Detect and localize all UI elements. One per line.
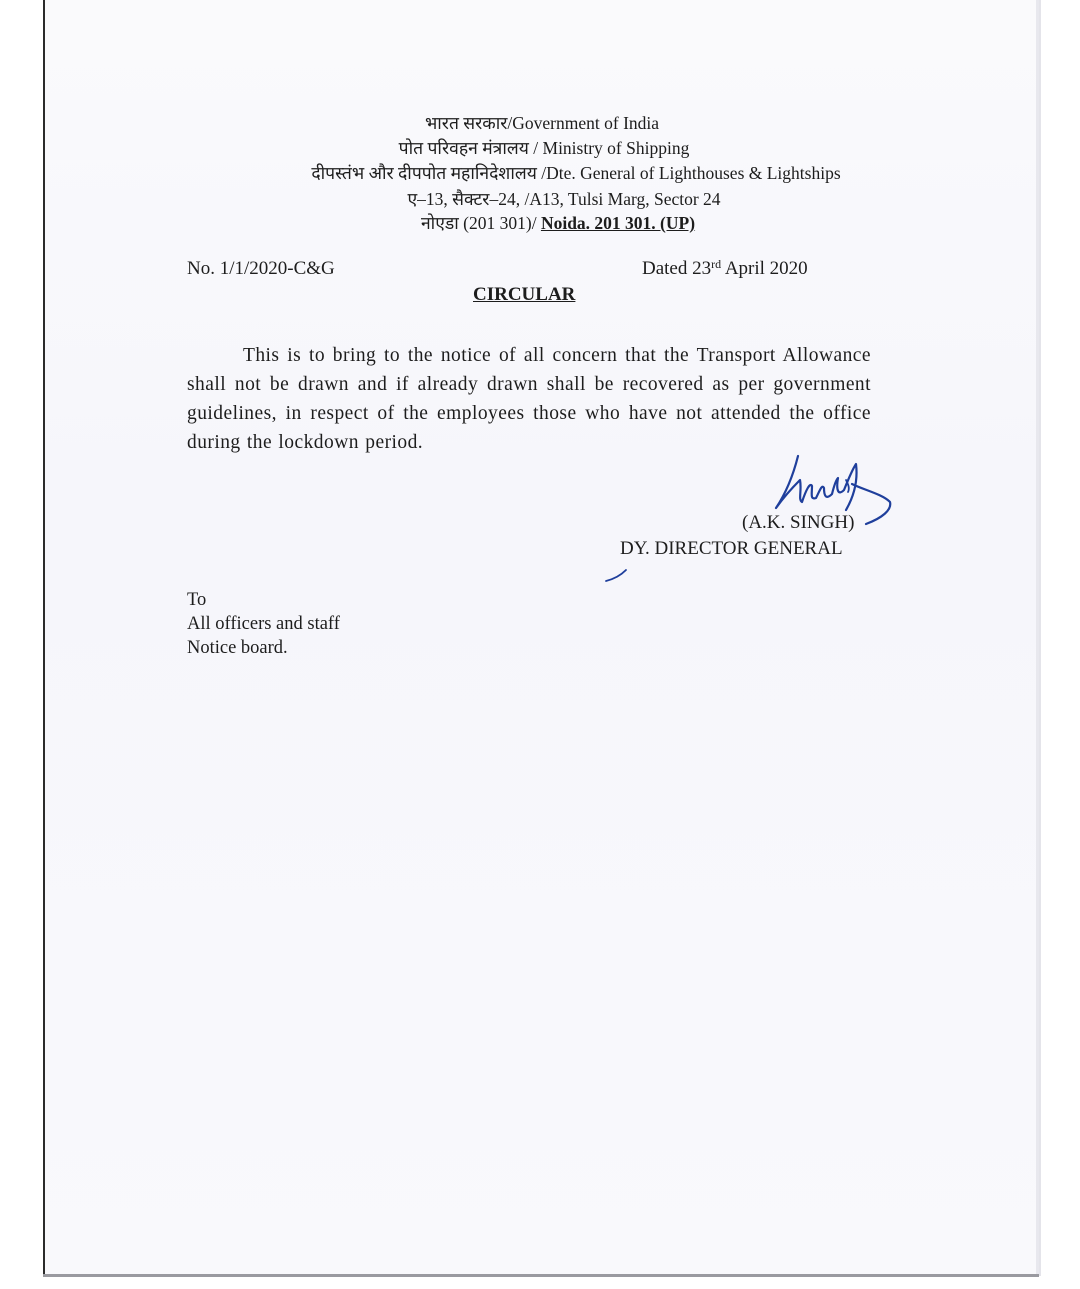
- date-line: [642, 258, 808, 280]
- header-address: ए–13, सैक्टर–24, /A13, Tulsi Marg, Sector 24: [407, 189, 721, 209]
- header-city-english: Noida. 201 301. (UP): [540, 213, 696, 233]
- recipients-notice-board: Notice board.: [187, 638, 288, 658]
- header-city: [0, 213, 1080, 233]
- circular-body: This is to bring to the notice of all concern that the Transport Allowance shall not be drawn and if already drawn shall be recovered as per government guidelines, in respect of the employees those who have not attended the office during the lockdown period.: [187, 345, 871, 453]
- header-city-hindi: नोएडा (201 301)/: [420, 213, 541, 233]
- recipients-block: [187, 588, 340, 660]
- circular-title: CIRCULAR: [473, 284, 576, 305]
- header-directorate: दीपस्तंभ और दीपपोत महानिदेशालय /Dte. General of Lighthouses & Lightships: [311, 163, 841, 183]
- recipients-officers: All officers and staff: [187, 614, 340, 634]
- date-suffix: April 2020: [721, 258, 808, 279]
- date-ordinal: rd: [711, 257, 722, 271]
- signatory-name: (A.K. SINGH): [742, 512, 855, 533]
- header-ministry: पोत परिवहन मंत्रालय / Ministry of Shipping: [398, 138, 690, 158]
- paper-bottom-edge: [43, 1274, 1039, 1277]
- header-government: भारत सरकार/Government of India: [424, 113, 660, 133]
- ink-tick-mark: [604, 568, 628, 584]
- signatory-designation: DY. DIRECTOR GENERAL: [620, 538, 843, 559]
- recipients-to: To: [187, 590, 207, 610]
- date-prefix: Dated 23: [642, 258, 712, 279]
- reference-number: No. 1/1/2020-C&G: [187, 258, 335, 279]
